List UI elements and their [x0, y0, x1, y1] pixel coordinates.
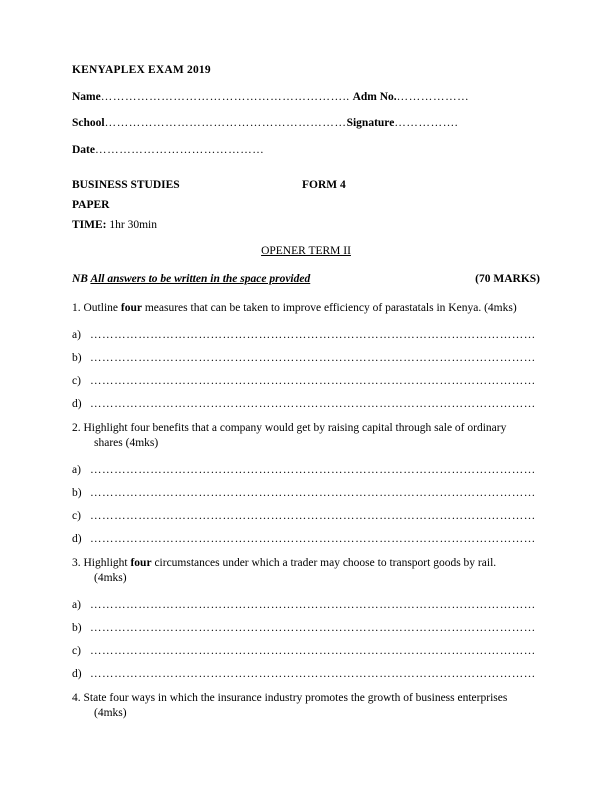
date-dots[interactable]: ……………………………………	[95, 143, 265, 156]
question-continuation: (4mks)	[94, 572, 127, 585]
answer-dots[interactable]: …………………………………………………………………………………………………	[90, 644, 536, 657]
answer-label: d)	[72, 397, 82, 410]
question-text-after: measures that can be taken to improve efficiency of parastatals in Kenya. (4mks)	[141, 302, 517, 315]
nb-instruction-text: All answers to be written in the space provided	[90, 273, 311, 286]
answer-label: c)	[72, 374, 81, 387]
answer-dots[interactable]: …………………………………………………………………………………………………	[90, 351, 536, 364]
time-value: 1hr 30min	[109, 219, 157, 232]
answer-label: a)	[72, 328, 81, 341]
question-number: 1.	[72, 302, 81, 315]
date-field-line	[72, 143, 540, 157]
answer-dots[interactable]: …………………………………………………………………………………………………	[90, 667, 536, 680]
answer-dots[interactable]: …………………………………………………………………………………………………	[90, 598, 536, 611]
answer-line[interactable]	[72, 622, 540, 634]
answer-line[interactable]	[72, 329, 540, 341]
term-heading: OPENER TERM II	[261, 245, 351, 258]
question-block	[72, 301, 540, 410]
time-row	[72, 219, 540, 231]
nb-tag: NB	[72, 273, 88, 286]
adm-no-label: Adm No.	[352, 91, 397, 103]
school-dots[interactable]: ……………………………………………………	[104, 117, 347, 130]
answer-label: b)	[72, 486, 82, 499]
adm-no-dots[interactable]: ………………	[396, 91, 470, 103]
time-label: TIME:	[72, 219, 107, 232]
question-text	[72, 301, 540, 317]
total-marks: (70 MARKS)	[475, 273, 540, 286]
question-block	[72, 421, 540, 545]
question-text-before: State four ways in which the insurance industry promotes the growth of business enterprises	[83, 691, 508, 704]
signature-label: Signature	[346, 117, 395, 130]
subject-label: BUSINESS STUDIES	[72, 179, 180, 192]
question-continuation: (4mks)	[94, 707, 127, 720]
question-block	[72, 691, 540, 722]
school-label: School	[72, 117, 105, 130]
answer-line[interactable]	[72, 464, 540, 476]
question-text-before: Outline	[83, 302, 121, 315]
question-keyword: four	[120, 302, 142, 315]
answer-dots[interactable]: …………………………………………………………………………………………………	[90, 509, 536, 522]
question-number: 2.	[72, 421, 81, 434]
paper-label: PAPER	[72, 199, 110, 212]
question-block	[72, 556, 540, 680]
answer-label: d)	[72, 532, 82, 545]
answer-label: c)	[72, 644, 81, 657]
instructions-row	[72, 273, 540, 285]
answer-line[interactable]	[72, 375, 540, 387]
question-keyword: four	[130, 556, 152, 569]
answer-label: d)	[72, 667, 82, 680]
answer-label: c)	[72, 509, 81, 522]
answer-line[interactable]	[72, 645, 540, 657]
answer-dots[interactable]: …………………………………………………………………………………………………	[90, 397, 536, 410]
name-field-line	[72, 90, 540, 104]
answer-label: b)	[72, 351, 82, 364]
date-label: Date	[72, 143, 95, 156]
answer-line[interactable]	[72, 510, 540, 522]
question-number: 3.	[72, 556, 81, 569]
name-dots[interactable]: ……………………………………………………..	[100, 91, 350, 103]
answer-line[interactable]	[72, 668, 540, 680]
subject-block	[72, 179, 540, 231]
school-field-line	[72, 116, 540, 130]
question-text	[72, 691, 540, 722]
question-text	[72, 421, 540, 452]
question-text-after: circumstances under which a trader may choose to transport goods by rail.	[151, 556, 497, 569]
answer-line[interactable]	[72, 599, 540, 611]
question-text	[72, 556, 540, 587]
answer-dots[interactable]: …………………………………………………………………………………………………	[90, 463, 536, 476]
answer-label: b)	[72, 621, 82, 634]
answer-dots[interactable]: …………………………………………………………………………………………………	[90, 374, 536, 387]
answer-dots[interactable]: …………………………………………………………………………………………………	[90, 532, 536, 545]
page-title: KENYAPLEX EXAM 2019	[72, 64, 211, 76]
question-number: 4.	[72, 691, 81, 704]
question-continuation: shares (4mks)	[94, 437, 159, 450]
answer-label: a)	[72, 463, 81, 476]
answer-dots[interactable]: …………………………………………………………………………………………………	[90, 621, 536, 634]
answer-label: a)	[72, 598, 81, 611]
answer-dots[interactable]: …………………………………………………………………………………………………	[90, 328, 536, 341]
answer-line[interactable]	[72, 398, 540, 410]
answer-line[interactable]	[72, 352, 540, 364]
answer-line[interactable]	[72, 533, 540, 545]
subject-row	[72, 179, 540, 191]
nb-instruction	[72, 273, 310, 285]
name-label: Name	[72, 91, 101, 103]
signature-dots[interactable]: …………….	[394, 117, 459, 130]
question-text-before: Highlight	[83, 556, 131, 569]
answer-line[interactable]	[72, 487, 540, 499]
answer-dots[interactable]: …………………………………………………………………………………………………	[90, 486, 536, 499]
form-label: FORM 4	[302, 179, 346, 192]
question-text-before: Highlight four benefits that a company would get by raising capital through sale of ordinary	[83, 421, 507, 434]
